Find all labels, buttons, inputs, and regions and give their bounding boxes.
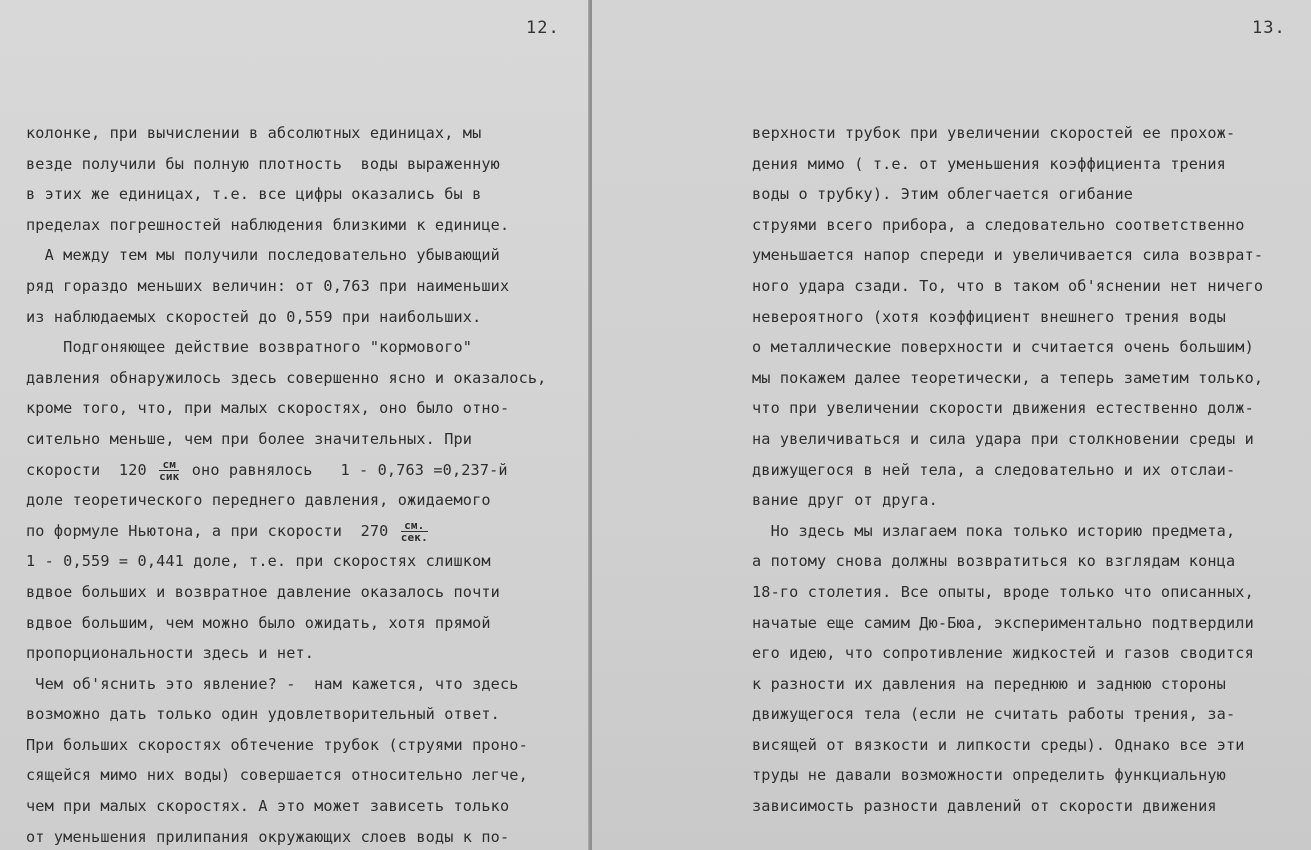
text-line: 18-го столетия. Все опыты, вроде только что описанных,	[752, 582, 1254, 601]
text-line: а потому снова должны возвратиться ко взглядам конца	[752, 552, 1236, 571]
speed-result-text: оно равнялось 1 - 0,763 =0,237-й	[182, 460, 508, 479]
text-line: уменьшается напор спереди и увеличивается сила возврат-	[752, 246, 1264, 265]
text-line: доле теоретического переднего давления, ожидаемого	[26, 491, 491, 510]
speed-text: скорости 120	[26, 460, 157, 479]
text-line: При больших скоростях обтечение трубок (струями проно-	[26, 735, 528, 754]
text-line: из наблюдаемых скоростей до 0,559 при наибольших.	[26, 307, 482, 326]
text-line: зависимость разности давлений от скорости движения	[752, 797, 1217, 816]
text-line: начатые еще самим Дю-Бюа, экспериментально подтвердили	[752, 613, 1254, 632]
text-line: вдвое большим, чем можно было ожидать, хотя прямой	[26, 613, 491, 632]
page-number: 13.	[1252, 18, 1286, 38]
newton-text: по формуле Ньютона, а при скорости 270	[26, 521, 398, 540]
text-line: пределах погрешностей наблюдения близкими к единице.	[26, 215, 510, 234]
fraction-denominator: сек.	[400, 530, 428, 544]
text-line: пропорциональности здесь и нет.	[26, 644, 315, 663]
text-line: мы покажем далее теоретически, а теперь заметим только,	[752, 368, 1264, 387]
fraction-numerator: см.	[401, 520, 428, 532]
text-line: труды не давали возможности определить функциальную	[752, 766, 1226, 785]
text-line: вдвое больших и возвратное давление оказалось почти	[26, 582, 500, 601]
text-line: вание друг от друга.	[752, 491, 938, 510]
text-line: от уменьшения прилипания окружающих слоев воды к по-	[26, 827, 510, 846]
text-line: верхности трубок при увеличении скоростей ее прохож-	[752, 124, 1236, 142]
velocity-unit-fraction	[159, 459, 179, 482]
text-line: колонке, при вычислении в абсолютных единицах, мы	[26, 124, 482, 142]
page-number: 12.	[526, 18, 560, 38]
text-line: возможно дать только один удовлетворительный ответ.	[26, 705, 500, 724]
text-line: его идею, что сопротивление жидкостей и газов сводится	[752, 644, 1254, 663]
text-line: ного удара сзади. То, что в таком об'яснении нет ничего	[752, 276, 1264, 295]
right-page	[592, 0, 1311, 850]
fraction-denominator: сик	[159, 469, 180, 483]
text-line: что при увеличении скорости движения естественно долж-	[752, 399, 1254, 418]
text-line: о металлические поверхности и считается очень большим)	[752, 338, 1254, 357]
text-line: Чем об'яснить это явление? - нам кажется, что здесь	[26, 674, 519, 693]
newton-formula-line	[26, 516, 546, 547]
text-line: Но здесь мы излагаем пока только историю предмета,	[752, 521, 1236, 540]
text-line: давления обнаружилось здесь совершенно ясно и оказалось,	[26, 368, 547, 387]
right-text-block	[752, 118, 1263, 822]
text-line: к разности их давления на переднюю и заднюю стороны	[752, 674, 1226, 693]
fraction-numerator: см	[159, 459, 179, 471]
left-text-block	[26, 118, 546, 850]
text-line: на увеличиваться и сила удара при столкновении среды и	[752, 429, 1254, 448]
text-line: движущегося тела (если не считать работы трения, за-	[752, 705, 1236, 724]
text-line: везде получили бы полную плотность воды выраженную	[26, 154, 500, 173]
text-line: в этих же единицах, т.е. все цифры оказались бы в	[26, 185, 482, 204]
text-line: движущегося в ней тела, а следовательно и их отслаи-	[752, 460, 1236, 479]
text-line: кроме того, что, при малых скоростях, оно было отно-	[26, 399, 510, 418]
text-line: невероятного (хотя коэффициент внешнего трения воды	[752, 307, 1226, 326]
text-line: чем при малых скоростях. А это может зависеть только	[26, 797, 510, 816]
text-line: 1 - 0,559 = 0,441 доле, т.е. при скоростях слишком	[26, 552, 491, 571]
text-line: висящей от вязкости и липкости среды). Однако все эти	[752, 735, 1245, 754]
text-line: сящейся мимо них воды) совершается относительно легче,	[26, 766, 528, 785]
speed-formula-line	[26, 455, 546, 486]
text-line: Подгоняющее действие возвратного "кормового"	[26, 338, 473, 357]
text-line: воды о трубку). Этим облегчается огибание	[752, 185, 1134, 204]
text-line: сительно меньше, чем при более значительных. При	[26, 429, 473, 448]
text-line: струями всего прибора, а следовательно соответственно	[752, 215, 1245, 234]
text-line: дения мимо ( т.е. от уменьшения коэффициента трения	[752, 154, 1226, 173]
text-line: А между тем мы получили последовательно убывающий	[26, 246, 500, 265]
text-line: ряд гораздо меньших величин: от 0,763 при наименьших	[26, 276, 510, 295]
left-page	[0, 0, 590, 850]
velocity-unit-fraction	[401, 520, 428, 543]
